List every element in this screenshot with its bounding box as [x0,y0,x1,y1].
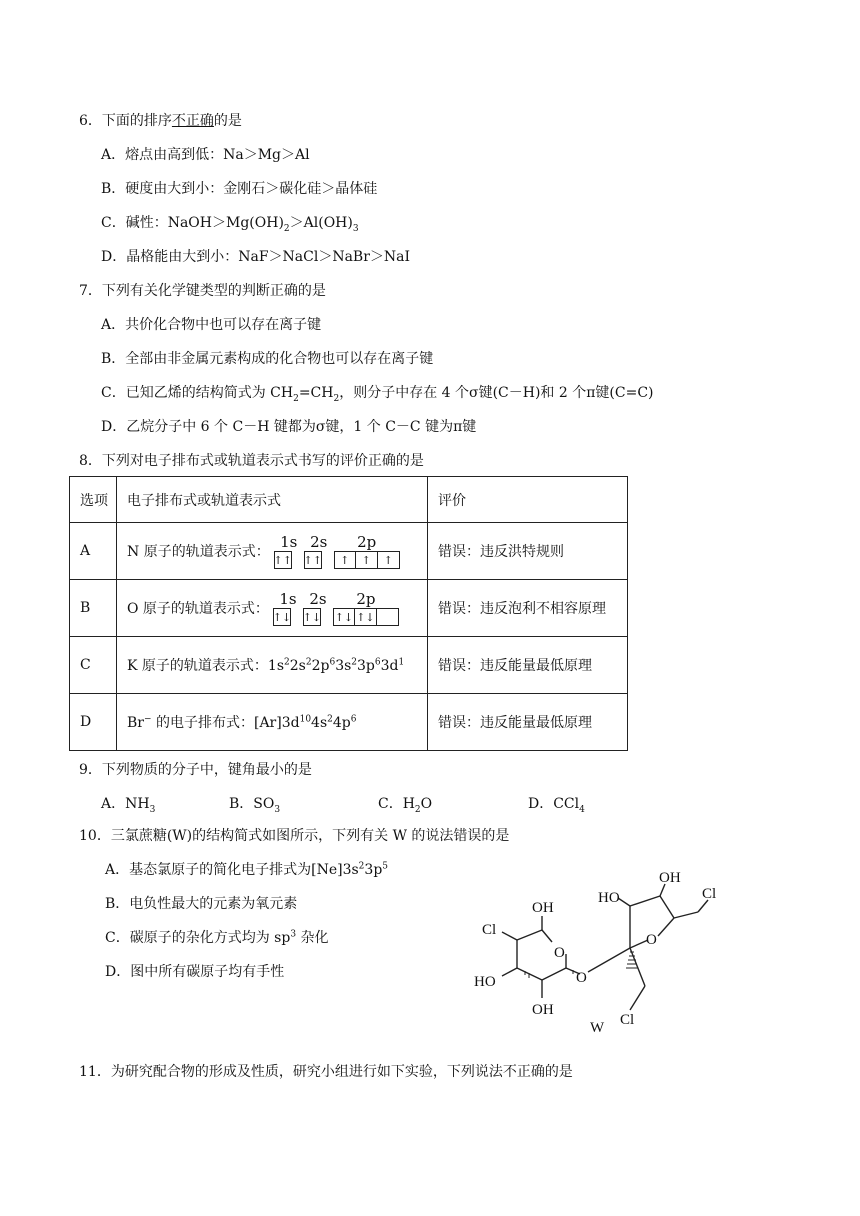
orbital-box-2s: ↑↓ [303,608,321,626]
q8-row-a-desc: N 原子的轨道表示式： [127,544,270,560]
q6-option-b: B．硬度由大到小：金刚石＞碳化硅＞晶体硅 [101,181,378,197]
mol-oh-bottom: OH [532,1002,554,1018]
q8-row-a-eval: 错误：违反洪特规则 [428,523,628,580]
orbital-label-1s: 1s [279,590,297,608]
mol-ho-right: HO [598,890,620,906]
mol-o-link: O [576,970,587,986]
orbital-box-2s: ↑↑ [304,551,322,569]
q6-option-d: D．晶格能由大到小：NaF＞NaCl＞NaBr＞NaI [101,249,411,265]
q8-row-c-desc: K 原子的轨道表示式： [127,658,268,674]
q8-header-content: 电子排布式或轨道表示式 [117,477,428,523]
orbital-diagram-n [274,533,400,569]
sucralose-structure [470,868,735,1038]
orbital-label-1s: 1s [280,533,298,551]
q7-option-c: C．已知乙烯的结构简式为 $CH_2=CH_2$，则分子中存在 4 个σ键(C－H)和 2 个π键(C=C) [101,385,654,404]
orbital-box-2p-3 [377,608,399,626]
q8-row-b-eval: 错误：违反泡利不相容原理 [428,580,628,637]
q8-row-c-option: C [70,637,117,694]
br-electron-config: $[Ar]3d^{10}4s^24p^6$ [253,714,357,731]
q11-stem: 11．为研究配合物的形成及性质，研究小组进行如下实验，下列说法不正确的是 [79,1064,573,1080]
q8-row-b-option: B [70,580,117,637]
q8-row-a-option: A [70,523,117,580]
orbital-box-1s: ↑↑ [274,551,292,569]
mol-oh-right: OH [659,870,681,886]
orbital-diagram-o [273,590,399,626]
q8-row-d-desc: 的电子排布式： [151,715,254,731]
q10-stem: 10．三氯蔗糖(W)的结构简式如图所示，下列有关 W 的说法错误的是 [79,828,510,844]
q9-option-c: C．$H_2O$ [378,796,433,815]
q8-table [69,476,628,751]
mol-cl-right: Cl [702,886,717,902]
orbital-label-2p: 2p [356,590,376,608]
q8-header-row [70,477,628,523]
q7-option-b: B．全部由非金属元素构成的化合物也可以存在离子键 [101,351,434,367]
q8-row-b [70,580,628,637]
mol-cl-left: Cl [482,922,497,938]
q8-row-a-content [117,523,428,580]
q8-row-c-content [117,637,428,694]
q8-row-d-eval: 错误：违反能量最低原理 [428,694,628,751]
mol-ho-left: HO [474,974,496,990]
q9-option-d: D．CCl$_4$ [528,796,585,815]
q8-row-b-content [117,580,428,637]
q8-stem: 8．下列对电子排布式或轨道表示式书写的评价正确的是 [79,453,424,469]
orbital-label-2s: 2s [309,590,327,608]
orbital-box-2p-1: ↑↓ [333,608,355,626]
orbital-box-2p-1: ↑ [334,551,356,569]
q7-option-a: A．共价化合物中也可以存在离子键 [101,317,322,333]
k-electron-config: $1s^22s^22p^63s^23p^63d^1$ [267,657,405,674]
mol-w-label: W [590,1020,605,1036]
q6-option-a: A．熔点由高到低：Na＞Mg＞Al [101,147,310,163]
mol-o-ring: O [554,945,565,961]
orbital-label-2p: 2p [357,533,377,551]
q8-row-c [70,637,628,694]
q8-row-b-desc: O 原子的轨道表示式： [127,601,269,617]
q9-option-a: A．$NH_3$ [101,796,156,815]
q7-option-d: D．乙烷分子中 6 个 C－H 键都为σ键，1 个 C－C 键为π键 [101,419,477,435]
q9-option-b: B．$SO_3$ [229,796,281,815]
mol-cl-bottom: Cl [620,1012,635,1028]
mol-oh-top: OH [532,900,554,916]
q10-option-c: C．碳原子的杂化方式均为 $sp^3$ 杂化 [105,929,329,946]
orbital-box-2p-2: ↑↓ [355,608,377,626]
orbital-box-2p-3: ↑ [378,551,400,569]
br-ion: Br− [127,714,152,731]
mol-o-furanose: O [646,932,657,948]
q6-stem: 6．下面的排序不正确的是 [79,113,242,129]
q10-option-b: B．电负性最大的元素为氧元素 [105,896,298,912]
q7-stem: 7．下列有关化学键类型的判断正确的是 [79,283,326,299]
orbital-box-2p-2: ↑ [356,551,378,569]
orbital-label-2s: 2s [310,533,328,551]
q10-option-a: A．基态氯原子的简化电子排式为$[Ne]3s^23p^5$ [105,861,389,878]
q8-row-d [70,694,628,751]
q8-row-d-option: D [70,694,117,751]
q9-stem: 9．下列物质的分子中，键角最小的是 [79,762,312,778]
q8-row-d-content [117,694,428,751]
q6-option-c: C．碱性：$NaOH>Mg(OH)_2>Al(OH)_3$ [101,215,359,234]
q8-row-c-eval: 错误：违反能量最低原理 [428,637,628,694]
q8-header-option: 选项 [70,477,117,523]
q10-option-d: D．图中所有碳原子均有手性 [105,964,285,980]
q8-header-evaluation: 评价 [428,477,628,523]
orbital-box-1s: ↑↓ [273,608,291,626]
q8-row-a [70,523,628,580]
